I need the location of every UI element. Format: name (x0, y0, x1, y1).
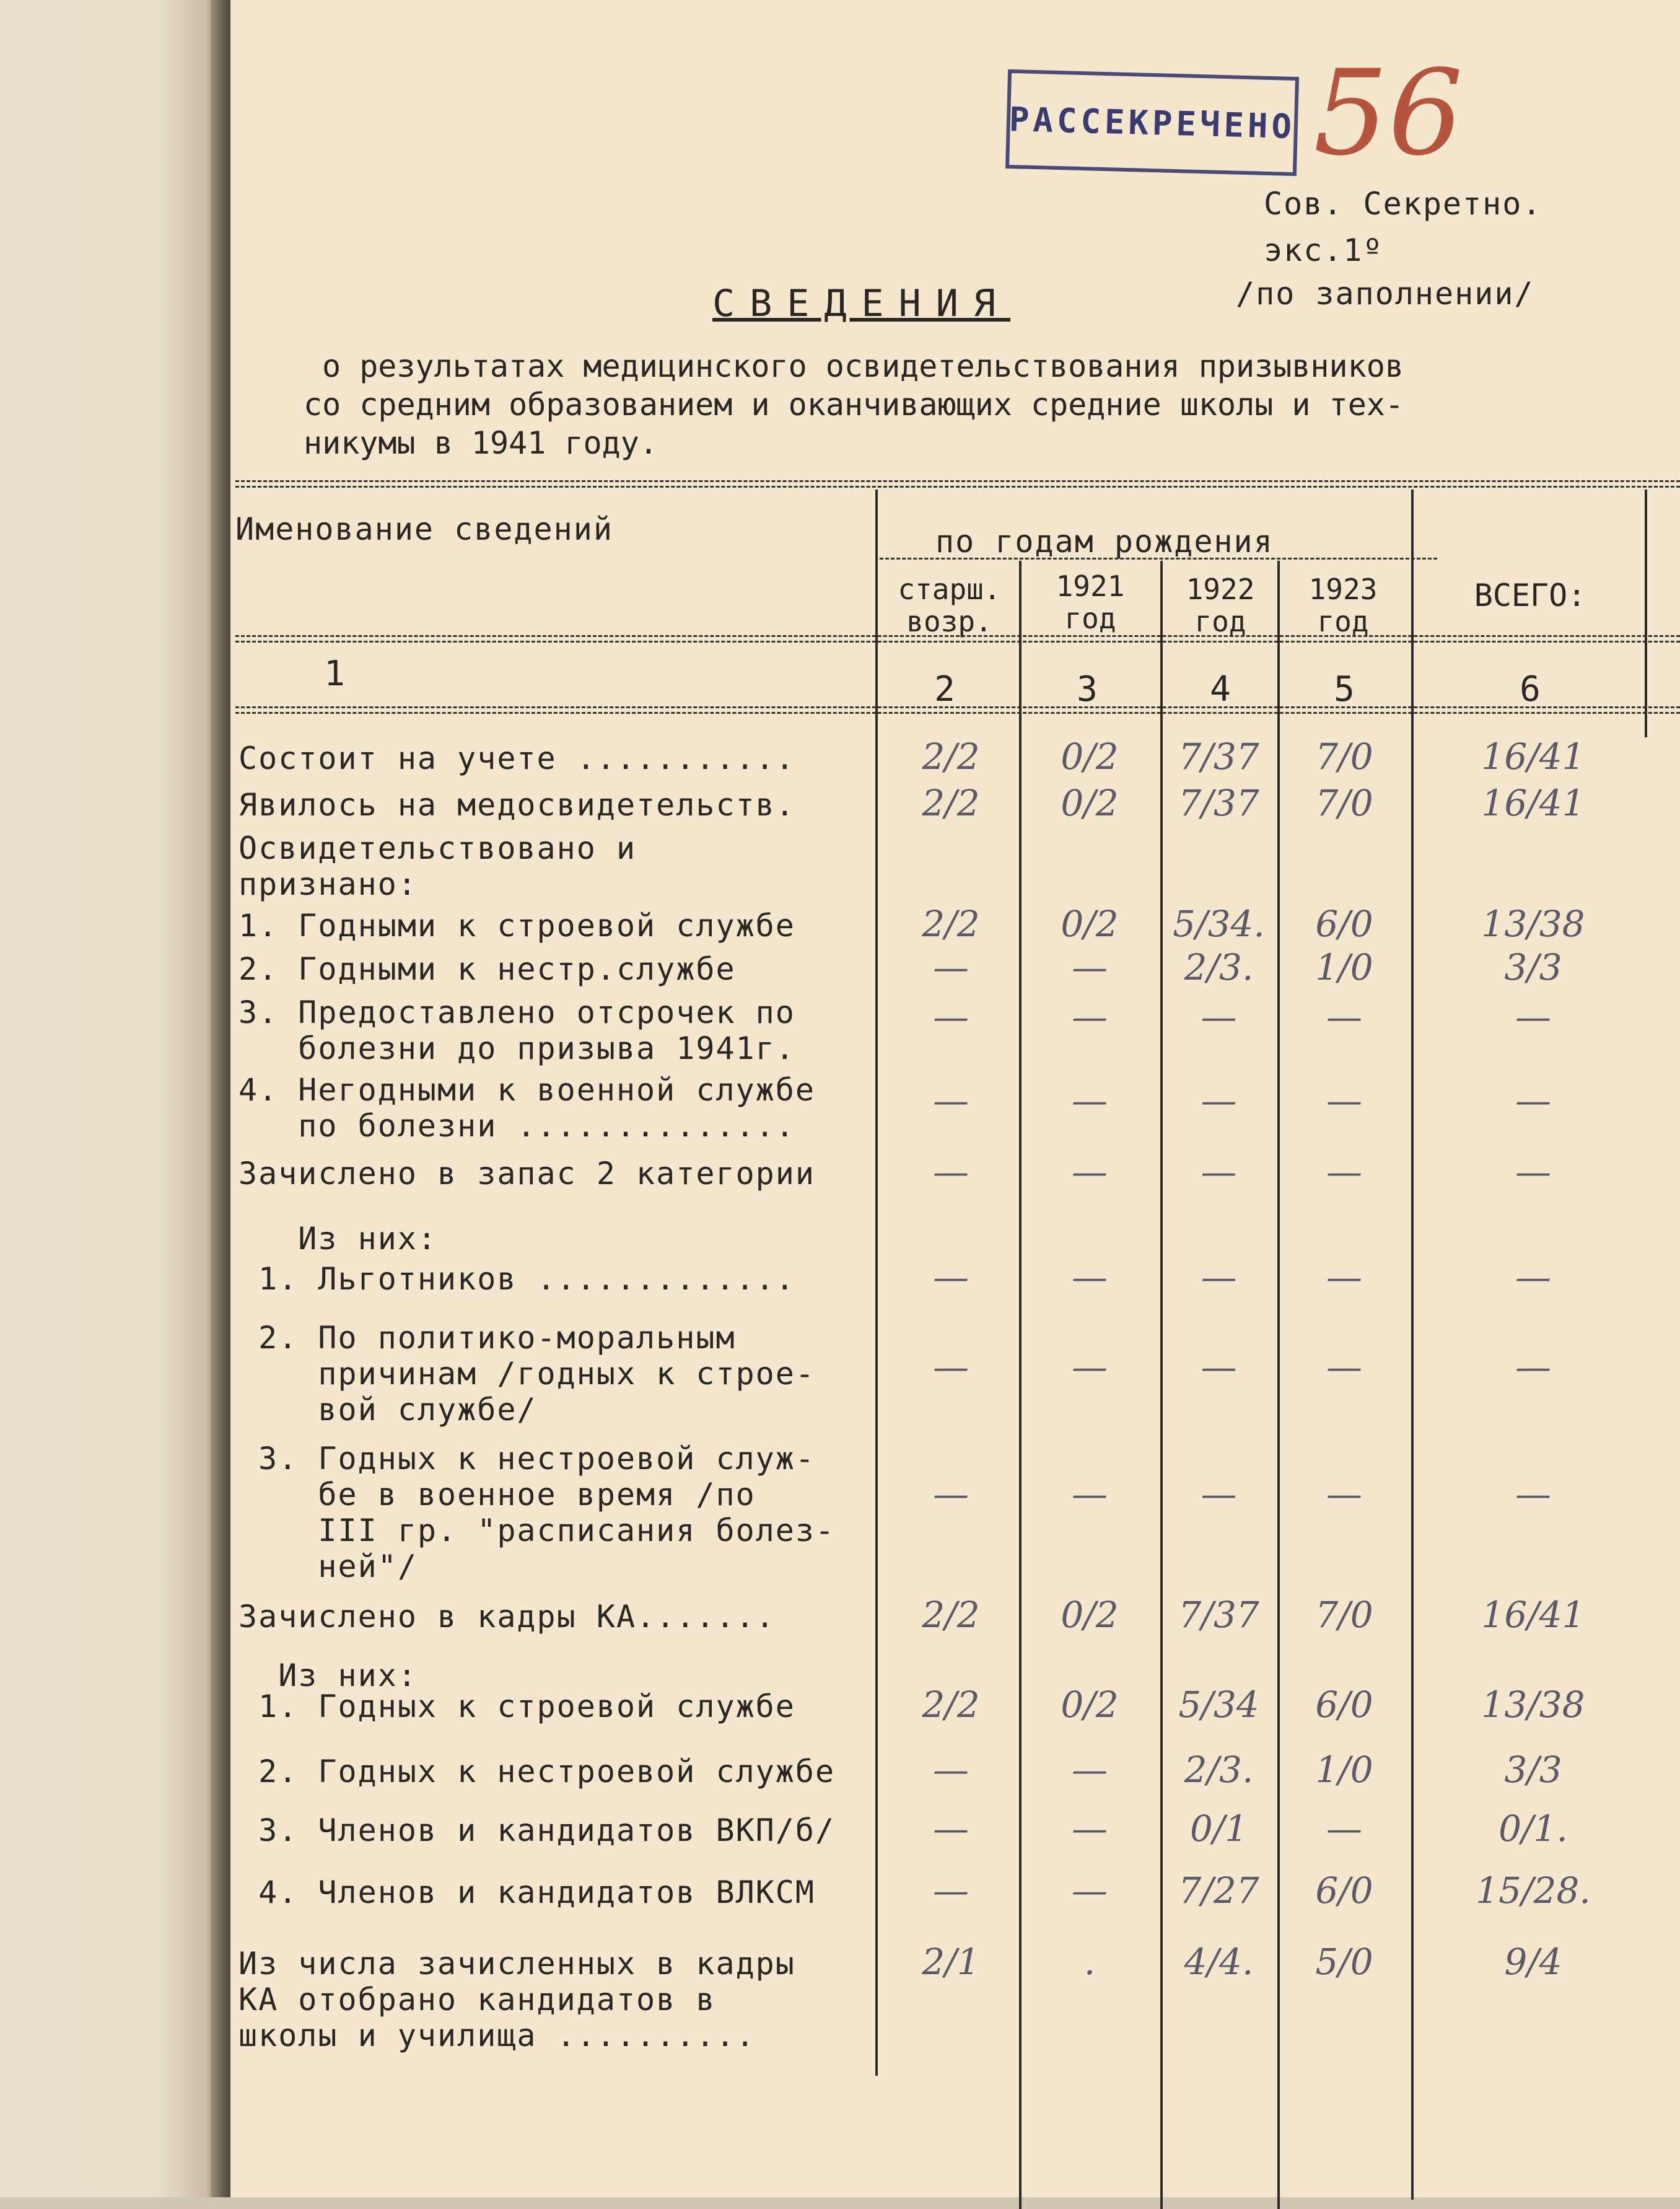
row-value-col5: 5/0 (1315, 1941, 1373, 1983)
row-value-col4: 5/34. (1173, 903, 1265, 945)
table-top-rule (235, 480, 1680, 488)
classification-line2: экс.1º (1264, 232, 1383, 268)
row-value-col3: — (1072, 1079, 1108, 1122)
row-value-col2: 2/2 (922, 1594, 980, 1636)
colnum-2: 2 (934, 669, 955, 709)
row-value-col6: — (1515, 996, 1551, 1038)
row-value-col3: — (1072, 996, 1108, 1038)
row-value-col3: — (1072, 946, 1108, 988)
row-value-col5: 7/0 (1315, 1594, 1373, 1636)
row-label: Состоит на учете ........... (238, 740, 795, 776)
row-value-col5: 6/0 (1315, 1869, 1373, 1912)
row-value-col2: — (933, 1079, 969, 1122)
intro-line: о результатах медицинского освидетельствования призывников (322, 348, 1404, 384)
row-value-col6: 13/38 (1481, 1684, 1585, 1726)
classification-line1: Сов. Секретно. (1264, 186, 1542, 222)
row-value-col3: 0/2 (1061, 1594, 1119, 1636)
row-value-col4: — (1201, 1346, 1237, 1388)
row-value-col2: — (933, 1807, 969, 1850)
row-label: Из них: (238, 1221, 438, 1257)
row-value-col6: 16/41 (1481, 736, 1585, 778)
row-label: Из них: (238, 1658, 418, 1693)
row-label: Освидетельствовано и признано: (238, 830, 637, 902)
row-value-col4: 7/37 (1178, 736, 1259, 778)
row-value-col2: 2/2 (922, 782, 980, 824)
row-value-col4: — (1201, 1151, 1237, 1193)
row-value-col6: 16/41 (1481, 1594, 1585, 1636)
colnum-5: 5 (1334, 669, 1355, 709)
row-value-col3: — (1072, 1346, 1108, 1388)
colnum-1: 1 (324, 654, 345, 694)
row-label: 3. Членов и кандидатов ВКП/б/ (238, 1812, 836, 1848)
header-col6: ВСЕГО: (1474, 578, 1586, 613)
row-value-col6: 13/38 (1481, 903, 1585, 945)
header-col3: 1921 год (1056, 569, 1125, 635)
row-value-col6: 0/1. (1498, 1807, 1568, 1850)
row-value-col6: — (1515, 1151, 1551, 1193)
classification-line3: /по заполнении/ (1236, 276, 1534, 312)
row-label: 3. Предоставлено отсрочек по болезни до призыва 1941г. (238, 995, 795, 1066)
row-value-col4: 7/37 (1178, 1594, 1259, 1636)
row-value-col6: 16/41 (1481, 782, 1585, 824)
row-value-col2: — (933, 1256, 969, 1298)
row-value-col5: — (1326, 996, 1362, 1038)
row-value-col5: 7/0 (1315, 736, 1373, 778)
row-label: 1. Годных к строевой службе (238, 1689, 795, 1724)
row-value-col5: 7/0 (1315, 782, 1373, 824)
row-value-col4: — (1201, 1079, 1237, 1122)
row-value-col2: 2/2 (922, 736, 980, 778)
row-value-col3: — (1072, 1749, 1108, 1791)
row-value-col4: — (1201, 1473, 1237, 1515)
document-title: СВЕДЕНИЯ (712, 282, 1010, 325)
row-value-col2: — (933, 1749, 969, 1791)
row-value-col5: — (1326, 1473, 1362, 1515)
intro-line: со средним образованием и оканчивающих средние школы и тех- (304, 387, 1404, 423)
row-value-col3: — (1072, 1256, 1108, 1298)
row-value-col4: 4/4. (1184, 1941, 1254, 1983)
row-value-col6: 9/4 (1504, 1941, 1562, 1983)
header-col2: старш. возр. (898, 573, 1001, 638)
row-value-col2: — (933, 996, 969, 1038)
row-value-col6: 3/3 (1504, 1749, 1562, 1791)
handwritten-page-number: 56 (1313, 45, 1463, 182)
row-label: Зачислено в запас 2 категории (238, 1156, 815, 1192)
header-group: по годам рождения (935, 524, 1274, 560)
row-value-col3: — (1072, 1807, 1108, 1850)
intro-paragraph (304, 347, 1481, 462)
row-value-col5: — (1326, 1256, 1362, 1298)
row-value-col3: — (1072, 1869, 1108, 1912)
row-value-col5: 1/0 (1315, 1749, 1373, 1791)
row-value-col5: 6/0 (1315, 903, 1373, 945)
header-col4: 1922 год (1186, 573, 1255, 638)
row-value-col4: 2/3. (1184, 946, 1254, 988)
row-label: 3. Годных к нестроевой служ- бе в военное время /по III гр. "расписания болез- ней"/ (258, 1441, 836, 1584)
row-value-col3: 0/2 (1061, 782, 1119, 824)
row-value-col6: 3/3 (1504, 946, 1562, 988)
row-value-col4: — (1201, 996, 1237, 1038)
row-value-col3: — (1072, 1151, 1108, 1193)
row-value-col3: — (1072, 1473, 1108, 1515)
row-label: Явилось на медосвидетельств. (238, 787, 795, 823)
row-value-col5: 1/0 (1315, 946, 1373, 988)
row-value-col3: . (1083, 1941, 1096, 1983)
row-value-col2: — (933, 1151, 969, 1193)
row-value-col3: 0/2 (1061, 903, 1119, 945)
column-divider (1645, 490, 1647, 737)
column-divider (1411, 490, 1414, 2200)
row-value-col3: 0/2 (1061, 1684, 1119, 1726)
row-label: Из числа зачисленных в кадры КА отобрано кандидатов в школы и училища .......... (238, 1946, 795, 2053)
row-label: Зачислено в кадры КА....... (238, 1599, 776, 1635)
row-value-col5: — (1326, 1151, 1362, 1193)
row-label: 2. Годных к нестроевой службе (238, 1754, 836, 1790)
row-value-col6: — (1515, 1256, 1551, 1298)
row-value-col4: — (1201, 1256, 1237, 1298)
row-value-col4: 7/27 (1178, 1869, 1259, 1912)
row-value-col4: 7/37 (1178, 782, 1259, 824)
row-value-col6: 15/28. (1476, 1869, 1591, 1912)
row-value-col5: — (1326, 1079, 1362, 1122)
row-value-col2: — (933, 946, 969, 988)
row-value-col2: — (933, 1473, 969, 1515)
colnum-4: 4 (1210, 669, 1231, 709)
header-name-col: Именование сведений (235, 511, 613, 547)
row-value-col6: — (1515, 1346, 1551, 1388)
row-value-col3: 0/2 (1061, 736, 1119, 778)
row-value-col2: 2/2 (922, 903, 980, 945)
column-divider (875, 490, 878, 2076)
row-value-col5: — (1326, 1346, 1362, 1388)
row-value-col2: 2/2 (922, 1684, 980, 1726)
row-label: 4. Негодными к военной службе по болезни .............. (238, 1072, 815, 1144)
colnum-3: 3 (1077, 669, 1098, 709)
row-label: 1. Годными к строевой службе (238, 908, 795, 944)
row-value-col2: 2/1 (922, 1941, 980, 1983)
row-value-col5: 6/0 (1315, 1684, 1373, 1726)
row-value-col4: 0/1 (1189, 1807, 1248, 1850)
row-value-col6: — (1515, 1079, 1551, 1122)
row-label: 2. Годными к нестр.службе (238, 951, 736, 987)
header-col5: 1923 год (1308, 573, 1378, 638)
intro-line: никумы в 1941 году. (304, 425, 658, 461)
row-value-col5: — (1326, 1807, 1362, 1850)
declassified-stamp: РАССЕКРЕЧЕНО (1005, 69, 1299, 176)
row-value-col4: 2/3. (1184, 1749, 1254, 1791)
row-value-col2: — (933, 1869, 969, 1912)
row-label: 1. Льготников ............. (238, 1261, 795, 1297)
row-label: 2. По политико-моральным причинам /годных к строе- вой службе/ (258, 1320, 815, 1428)
row-label: 4. Членов и кандидатов ВЛКСМ (238, 1874, 815, 1910)
left-page (0, 0, 223, 2197)
row-value-col6: — (1515, 1473, 1551, 1515)
row-value-col4: 5/34 (1178, 1684, 1259, 1726)
colnum-6: 6 (1520, 669, 1541, 709)
row-value-col2: — (933, 1346, 969, 1388)
